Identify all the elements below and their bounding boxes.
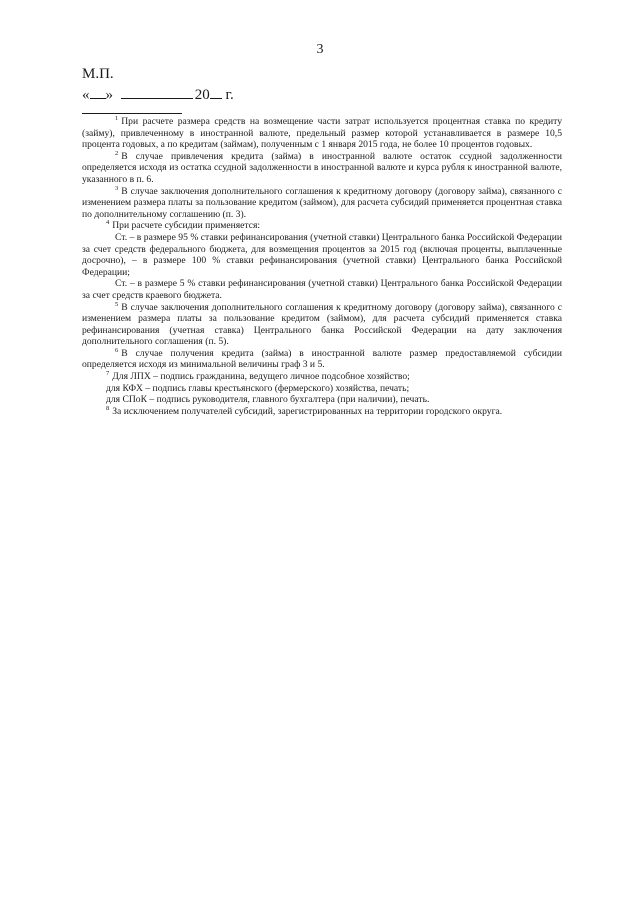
year-blank	[210, 88, 222, 99]
footnote-text: В случае получения кредита (займа) в иностранной валюте размер предоставляемой субсидии определяется исходя из минимальной величины граф 3 и 5.	[82, 347, 562, 371]
footnote-separator	[82, 113, 182, 114]
footnote	[82, 371, 562, 383]
footnote	[82, 151, 562, 186]
footnote-mark: 4	[106, 219, 110, 227]
footnote-mark: 6	[115, 346, 119, 354]
footnote-mark: 5	[115, 300, 119, 308]
date-open-quote: «	[82, 87, 90, 103]
year-prefix: 20	[194, 87, 210, 103]
stamp-placeholder: М.П.	[82, 66, 114, 82]
footnote	[82, 406, 562, 418]
date-line	[82, 87, 234, 104]
footnote-text: При расчете размера средств на возмещение части затрат используется процентная ставка по кредиту (займу), привлеченному в иностранной валюте, предельный размер которой устанавливается в размере 10,5 процента годовых, а по кредитам (займам), полученным с 1 января 2015 года, не более 10 процентов годовых.	[82, 116, 562, 151]
footnote	[82, 302, 562, 348]
footnote-mark: 2	[115, 149, 119, 157]
footnote-text: В случае заключения дополнительного соглашения к кредитному договору (договору займа), связанного с изменением размера платы за пользование кредитом (займом), для расчета субсидий применяется процентная ставка по дополнительному соглашению (п. 3).	[82, 185, 562, 220]
month-blank	[121, 88, 193, 99]
footnote-continuation	[82, 394, 562, 406]
footnote-continuation	[82, 278, 562, 301]
footnote-mark: 1	[115, 115, 119, 122]
day-blank	[90, 88, 106, 99]
footnote	[82, 220, 562, 232]
footnote-text: При расчете субсидии применяется:	[112, 220, 261, 232]
footnote-mark: 3	[115, 184, 119, 192]
footnote	[82, 116, 562, 151]
year-suffix: г.	[225, 87, 234, 103]
footnote-text: для СПоК – подпись руководителя, главного бухгалтера (при наличии), печать.	[106, 394, 430, 406]
footnote-mark: 7	[106, 370, 110, 378]
footnote-text: Ст. – в размере 95 % ставки рефинансирования (учетной ставки) Центрального банка Российской Федерации за счет средств федерального бюджета, для возмещения процентов за 2015 год (включая проценты, выплаченные досрочно), – в размере 100 % ставки рефинансирования (учетной ставки) Центрального банка Российской Федерации;	[82, 231, 562, 278]
footnote	[82, 186, 562, 221]
footnote-text: для КФХ – подпись главы крестьянского (фермерского) хозяйства, печать;	[106, 382, 410, 394]
footnote-text: В случае заключения дополнительного соглашения к кредитному договору (договору займа), связанного с изменением размера платы за пользование кредитом (займом), для расчета субсидий применяется ставка рефинансирования (учетная ставка) Центрального банка Российской Федерации на дату заключения дополнительного соглашения (п. 5).	[82, 301, 562, 348]
footnote-text: Ст. – в размере 5 % ставки рефинансирования (учетной ставки) Центрального банка Российской Федерации за счет средств краевого бюджета.	[82, 278, 562, 301]
footnote	[82, 348, 562, 371]
footnote-text: За исключением получателей субсидий, зарегистрированных на территории городского округа.	[112, 405, 503, 417]
footnote-continuation	[82, 383, 562, 395]
footnote-continuation	[82, 232, 562, 278]
date-close-quote: »	[105, 87, 113, 103]
footnote-text: Для ЛПХ – подпись гражданина, ведущего личное подсобное хозяйство;	[112, 371, 410, 383]
footnotes	[82, 116, 562, 417]
footnote-mark: 8	[106, 404, 110, 412]
footnote-text: В случае привлечения кредита (займа) в иностранной валюте остаток ссудной задолженности определяется исходя из остатка ссудной задолженности в иностранной валюте и курса рубля к иностранной валюте, указанного в п. 6.	[82, 150, 562, 185]
page-number: 3	[316, 42, 324, 57]
